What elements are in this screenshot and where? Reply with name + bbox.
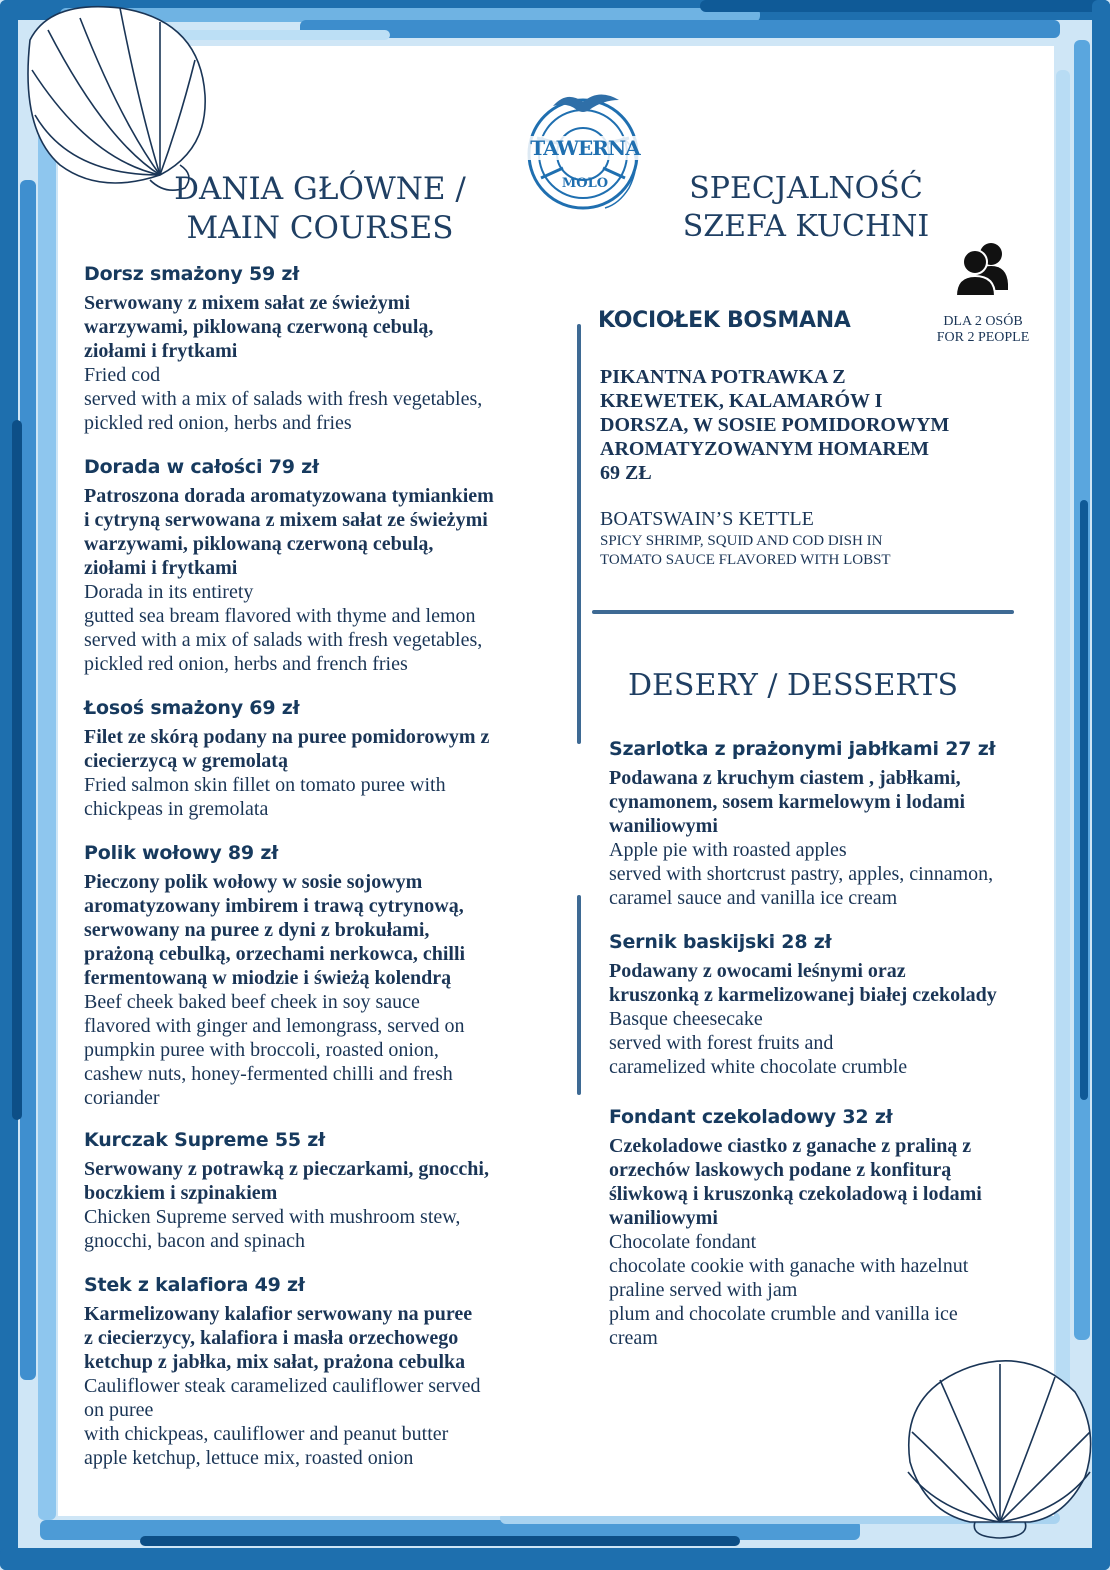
dish-description-pl: Czekoladowe ciastko z ganache z praliną z orzechów laskowych podane z konfiturą śliwkową i kruszonką czekoladową i lodami waniliowymi <box>609 1135 982 1229</box>
dish-title: Dorsz smażony 59 zł <box>84 263 300 285</box>
special-title: KOCIOŁEK BOSMANA <box>598 308 851 333</box>
column-divider <box>577 895 581 1095</box>
dish-description-pl: Serwowany z mixem sałat ze świeżymi warzywami, piklowaną czerwoną cebulą, ziołami i frytkami <box>84 292 434 362</box>
column-divider <box>577 324 581 744</box>
two-people-icon <box>955 240 1009 296</box>
dish-item <box>84 263 564 435</box>
dish-description-pl: Patroszona dorada aromatyzowana tymiankiem i cytryną serwowana z mixem sałat ze świeżymi warzywami, piklowaną czerwoną cebulą, ziołami i frytkami <box>84 485 494 579</box>
dish-description-pl: Karmelizowany kalafior serwowany na puree z ciecierzycy, kalafiora i masła orzechowego ketchup z jabłka, mix sałat, prażona cebulka <box>84 1303 473 1373</box>
dish-description-en: Dorada in its entirety gutted sea bream flavored with thyme and lemon served with a mix of salads with fresh vegetables, pickled red onion, herbs and french fries <box>84 581 483 675</box>
dish-title: Łosoś smażony 69 zł <box>84 697 300 719</box>
dish-item <box>84 842 564 1110</box>
persons-pl: DLA 2 OSÓB <box>943 314 1023 329</box>
dessert-item <box>609 738 1079 910</box>
logo-text-top: TAWERNA <box>519 136 651 160</box>
special-heading <box>660 170 952 245</box>
dish-description-pl: Serwowany z potrawką z pieczarkami, gnocchi, boczkiem i szpinakiem <box>84 1158 489 1204</box>
heading-line: MAIN COURSES <box>186 209 454 246</box>
dish-title: Kurczak Supreme 55 zł <box>84 1129 326 1151</box>
shell-icon <box>900 1352 1100 1542</box>
dish-description-en: Chocolate fondant chocolate cookie with ganache with hazelnut praline served with jam plum and chocolate crumble and vanilla ice cream <box>609 1231 969 1349</box>
section-divider <box>592 610 1014 614</box>
dish-description-en: Fried cod served with a mix of salads with fresh vegetables, pickled red onion, herbs and fries <box>84 364 483 434</box>
dish-title: Polik wołowy 89 zł <box>84 842 279 864</box>
heading-line: SPECJALNOŚĆ <box>689 171 923 206</box>
dessert-item <box>609 1106 1079 1350</box>
special-title-en: BOATSWAIN’S KETTLE <box>600 508 814 530</box>
dish-description-pl: Filet ze skórą podany na puree pomidorowym z ciecierzycą w gremolatą <box>84 726 490 772</box>
dish-description-en: Chicken Supreme served with mushroom stew, gnocchi, bacon and spinach <box>84 1206 461 1252</box>
dish-item <box>84 1129 564 1253</box>
heading-line: DANIA GŁÓWNE / <box>174 171 466 207</box>
heading-line: SZEFA KUCHNI <box>682 208 930 244</box>
dish-title: Sernik baskijski 28 zł <box>609 931 832 953</box>
dish-title: Dorada w całości 79 zł <box>84 456 319 478</box>
logo-text-bottom: MOLO <box>561 176 609 191</box>
dessert-item <box>609 931 1079 1079</box>
dish-description-pl: Pieczony polik wołowy w sosie sojowym aromatyzowany imbirem i trawą cytrynową, serwowany na puree z dyni z brokułami, prażoną cebulką, orzechami nerkowca, chilli fermentowaną w miodzie i świeżą kolendrą <box>84 871 466 989</box>
desserts-heading: DESERY / DESSERTS <box>627 668 959 703</box>
dish-description-pl: Podawana z kruchym ciastem , jabłkami, cynamonem, sosem karmelowym i lodami waniliowymi <box>609 767 966 837</box>
persons-note <box>920 314 1046 346</box>
dish-description-en: Basque cheesecake served with forest fruits and caramelized white chocolate crumble <box>609 1008 908 1078</box>
main-courses-heading <box>120 170 520 248</box>
dish-item <box>84 1274 564 1470</box>
dish-title: Fondant czekoladowy 32 zł <box>609 1106 893 1128</box>
dish-title: Szarlotka z prażonymi jabłkami 27 zł <box>609 738 996 760</box>
special-description-en: SPICY SHRIMP, SQUID AND COD DISH IN TOMATO SAUCE FLAVORED WITH LOBST <box>600 533 891 568</box>
dish-description-en: Apple pie with roasted apples served with shortcrust pastry, apples, cinnamon, caramel sauce and vanilla ice cream <box>609 839 994 909</box>
dish-title: Stek z kalafiora 49 zł <box>84 1274 305 1296</box>
dish-item <box>84 697 564 821</box>
dish-description-pl: Podawany z owocami leśnymi oraz kruszonką z karmelizowanej białej czekolady <box>609 960 997 1006</box>
dish-item <box>84 456 564 676</box>
tawerna-molo-logo <box>519 78 651 218</box>
persons-en: FOR 2 PEOPLE <box>936 330 1030 345</box>
dish-description-en: Beef cheek baked beef cheek in soy sauce flavored with ginger and lemongrass, served on pumpkin puree with broccoli, roasted onion, cashew nuts, honey-fermented chilli and fresh coriander <box>84 991 465 1109</box>
dish-description-en: Fried salmon skin fillet on tomato puree with chickpeas in gremolata <box>84 774 446 820</box>
dish-description-en: Cauliflower steak caramelized cauliflower served on puree with chickpeas, cauliflower and peanut butter apple ketchup, lettuce mix, roasted onion <box>84 1375 481 1469</box>
special-description-pl: PIKANTNA POTRAWKA Z KREWETEK, KALAMARÓW I DORSZA, W SOSIE POMIDOROWYM AROMATYZOWANYM HOMAREM 69 ZŁ <box>600 366 950 484</box>
